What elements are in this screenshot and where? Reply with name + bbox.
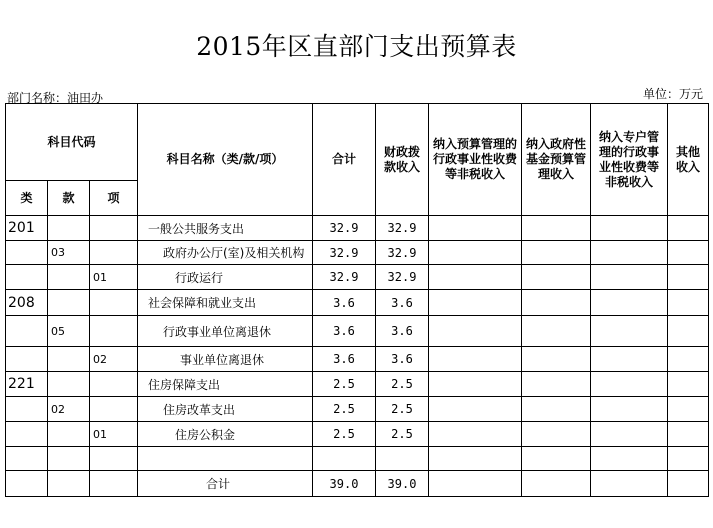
header-gov-fund: 纳入政府性基金预算管理收入 xyxy=(522,104,591,216)
cell-lei: 221 xyxy=(6,372,48,397)
cell-special-nontax xyxy=(591,347,668,372)
cell-fiscal: 32.9 xyxy=(376,265,429,290)
cell-budget-nontax xyxy=(429,241,522,265)
cell-other xyxy=(668,372,709,397)
cell-total: 3.6 xyxy=(313,316,376,347)
cell-lei: 201 xyxy=(6,216,48,241)
cell-total: 3.6 xyxy=(313,347,376,372)
cell-xiang xyxy=(90,216,138,241)
table-row xyxy=(6,447,709,471)
cell-special-nontax xyxy=(591,216,668,241)
cell-xiang: 01 xyxy=(90,422,138,447)
header-subject-name: 科目名称（类/款/项） xyxy=(138,104,313,216)
cell-subject-name: 住房保障支出 xyxy=(138,372,313,397)
cell-budget-nontax xyxy=(429,316,522,347)
cell-total: 32.9 xyxy=(313,265,376,290)
department-label: 部门名称：油田办 xyxy=(7,91,104,105)
cell-xiang: 02 xyxy=(90,347,138,372)
cell-budget-nontax xyxy=(429,397,522,422)
cell-kuan: 05 xyxy=(48,316,90,347)
cell-subject-name: 政府办公厅(室)及相关机构 xyxy=(138,241,313,265)
cell-special-nontax xyxy=(591,397,668,422)
total-label: 合计 xyxy=(138,471,313,497)
cell-kuan xyxy=(48,471,90,497)
unit-label: 单位：万元 xyxy=(642,87,703,101)
total-row xyxy=(6,471,709,497)
cell-subject-name: 行政事业单位离退休 xyxy=(138,316,313,347)
cell-budget-nontax xyxy=(429,471,522,497)
cell-gov-fund xyxy=(522,422,591,447)
cell-fiscal: 32.9 xyxy=(376,216,429,241)
table-row xyxy=(6,290,709,316)
cell-subject-name xyxy=(138,447,313,471)
cell-xiang: 01 xyxy=(90,265,138,290)
cell-xiang xyxy=(90,372,138,397)
cell-fiscal: 3.6 xyxy=(376,290,429,316)
cell-other xyxy=(668,265,709,290)
cell-other xyxy=(668,471,709,497)
cell-lei xyxy=(6,241,48,265)
cell-other xyxy=(668,347,709,372)
cell-lei xyxy=(6,265,48,290)
cell-xiang xyxy=(90,290,138,316)
cell-total: 2.5 xyxy=(313,422,376,447)
cell-other xyxy=(668,241,709,265)
cell-budget-nontax xyxy=(429,372,522,397)
cell-xiang xyxy=(90,447,138,471)
page-title: 2015年区直部门支出预算表 xyxy=(196,32,517,61)
header-xiang: 项 xyxy=(90,181,138,216)
cell-budget-nontax xyxy=(429,290,522,316)
cell-total: 32.9 xyxy=(313,216,376,241)
table-row xyxy=(6,216,709,241)
cell-special-nontax xyxy=(591,372,668,397)
cell-lei xyxy=(6,447,48,471)
cell-fiscal: 2.5 xyxy=(376,422,429,447)
table-row xyxy=(6,265,709,290)
table-row xyxy=(6,347,709,372)
total-sum: 39.0 xyxy=(313,471,376,497)
cell-total: 32.9 xyxy=(313,241,376,265)
cell-other xyxy=(668,397,709,422)
cell-fiscal: 32.9 xyxy=(376,241,429,265)
cell-gov-fund xyxy=(522,372,591,397)
cell-gov-fund xyxy=(522,316,591,347)
cell-subject-name: 行政运行 xyxy=(138,265,313,290)
cell-budget-nontax xyxy=(429,216,522,241)
cell-budget-nontax xyxy=(429,447,522,471)
cell-lei xyxy=(6,422,48,447)
cell-xiang xyxy=(90,471,138,497)
cell-gov-fund xyxy=(522,397,591,422)
cell-kuan: 02 xyxy=(48,397,90,422)
cell-gov-fund xyxy=(522,347,591,372)
cell-other xyxy=(668,290,709,316)
cell-gov-fund xyxy=(522,447,591,471)
cell-kuan xyxy=(48,347,90,372)
total-fiscal: 39.0 xyxy=(376,471,429,497)
cell-xiang xyxy=(90,397,138,422)
cell-budget-nontax xyxy=(429,422,522,447)
cell-total: 2.5 xyxy=(313,397,376,422)
cell-subject-name: 事业单位离退休 xyxy=(138,347,313,372)
cell-lei: 208 xyxy=(6,290,48,316)
cell-kuan xyxy=(48,216,90,241)
cell-subject-name: 社会保障和就业支出 xyxy=(138,290,313,316)
cell-special-nontax xyxy=(591,471,668,497)
table-row xyxy=(6,422,709,447)
cell-xiang xyxy=(90,241,138,265)
cell-total xyxy=(313,447,376,471)
cell-gov-fund xyxy=(522,471,591,497)
cell-subject-name: 住房改革支出 xyxy=(138,397,313,422)
cell-lei xyxy=(6,347,48,372)
table-row xyxy=(6,397,709,422)
cell-budget-nontax xyxy=(429,265,522,290)
cell-fiscal: 2.5 xyxy=(376,372,429,397)
table-row xyxy=(6,241,709,265)
cell-xiang xyxy=(90,316,138,347)
cell-gov-fund xyxy=(522,290,591,316)
header-budget-nontax: 纳入预算管理的行政事业性收费等非税收入 xyxy=(429,104,522,216)
cell-other xyxy=(668,316,709,347)
cell-subject-name: 一般公共服务支出 xyxy=(138,216,313,241)
header-fiscal: 财政拨款收入 xyxy=(376,104,429,216)
cell-lei xyxy=(6,397,48,422)
cell-total: 3.6 xyxy=(313,290,376,316)
cell-gov-fund xyxy=(522,241,591,265)
cell-special-nontax xyxy=(591,422,668,447)
cell-kuan xyxy=(48,265,90,290)
cell-other xyxy=(668,447,709,471)
cell-kuan xyxy=(48,447,90,471)
cell-special-nontax xyxy=(591,241,668,265)
header-special-nontax: 纳入专户管理的行政事业性收费等非税收入 xyxy=(591,104,668,216)
cell-fiscal: 3.6 xyxy=(376,316,429,347)
cell-fiscal: 2.5 xyxy=(376,397,429,422)
cell-special-nontax xyxy=(591,316,668,347)
cell-lei xyxy=(6,316,48,347)
cell-special-nontax xyxy=(591,447,668,471)
cell-kuan: 03 xyxy=(48,241,90,265)
budget-table xyxy=(5,103,709,497)
cell-other xyxy=(668,216,709,241)
cell-lei xyxy=(6,471,48,497)
cell-subject-name: 住房公积金 xyxy=(138,422,313,447)
table-row xyxy=(6,316,709,347)
cell-kuan xyxy=(48,372,90,397)
cell-gov-fund xyxy=(522,265,591,290)
cell-fiscal: 3.6 xyxy=(376,347,429,372)
header-lei: 类 xyxy=(6,181,48,216)
table-row xyxy=(6,372,709,397)
cell-kuan xyxy=(48,290,90,316)
header-other: 其他收入 xyxy=(668,104,709,216)
header-subject-code: 科目代码 xyxy=(6,104,138,181)
cell-special-nontax xyxy=(591,265,668,290)
cell-other xyxy=(668,422,709,447)
cell-gov-fund xyxy=(522,216,591,241)
header-total: 合计 xyxy=(313,104,376,216)
header-kuan: 款 xyxy=(48,181,90,216)
cell-kuan xyxy=(48,422,90,447)
cell-total: 2.5 xyxy=(313,372,376,397)
cell-special-nontax xyxy=(591,290,668,316)
cell-budget-nontax xyxy=(429,347,522,372)
cell-fiscal xyxy=(376,447,429,471)
